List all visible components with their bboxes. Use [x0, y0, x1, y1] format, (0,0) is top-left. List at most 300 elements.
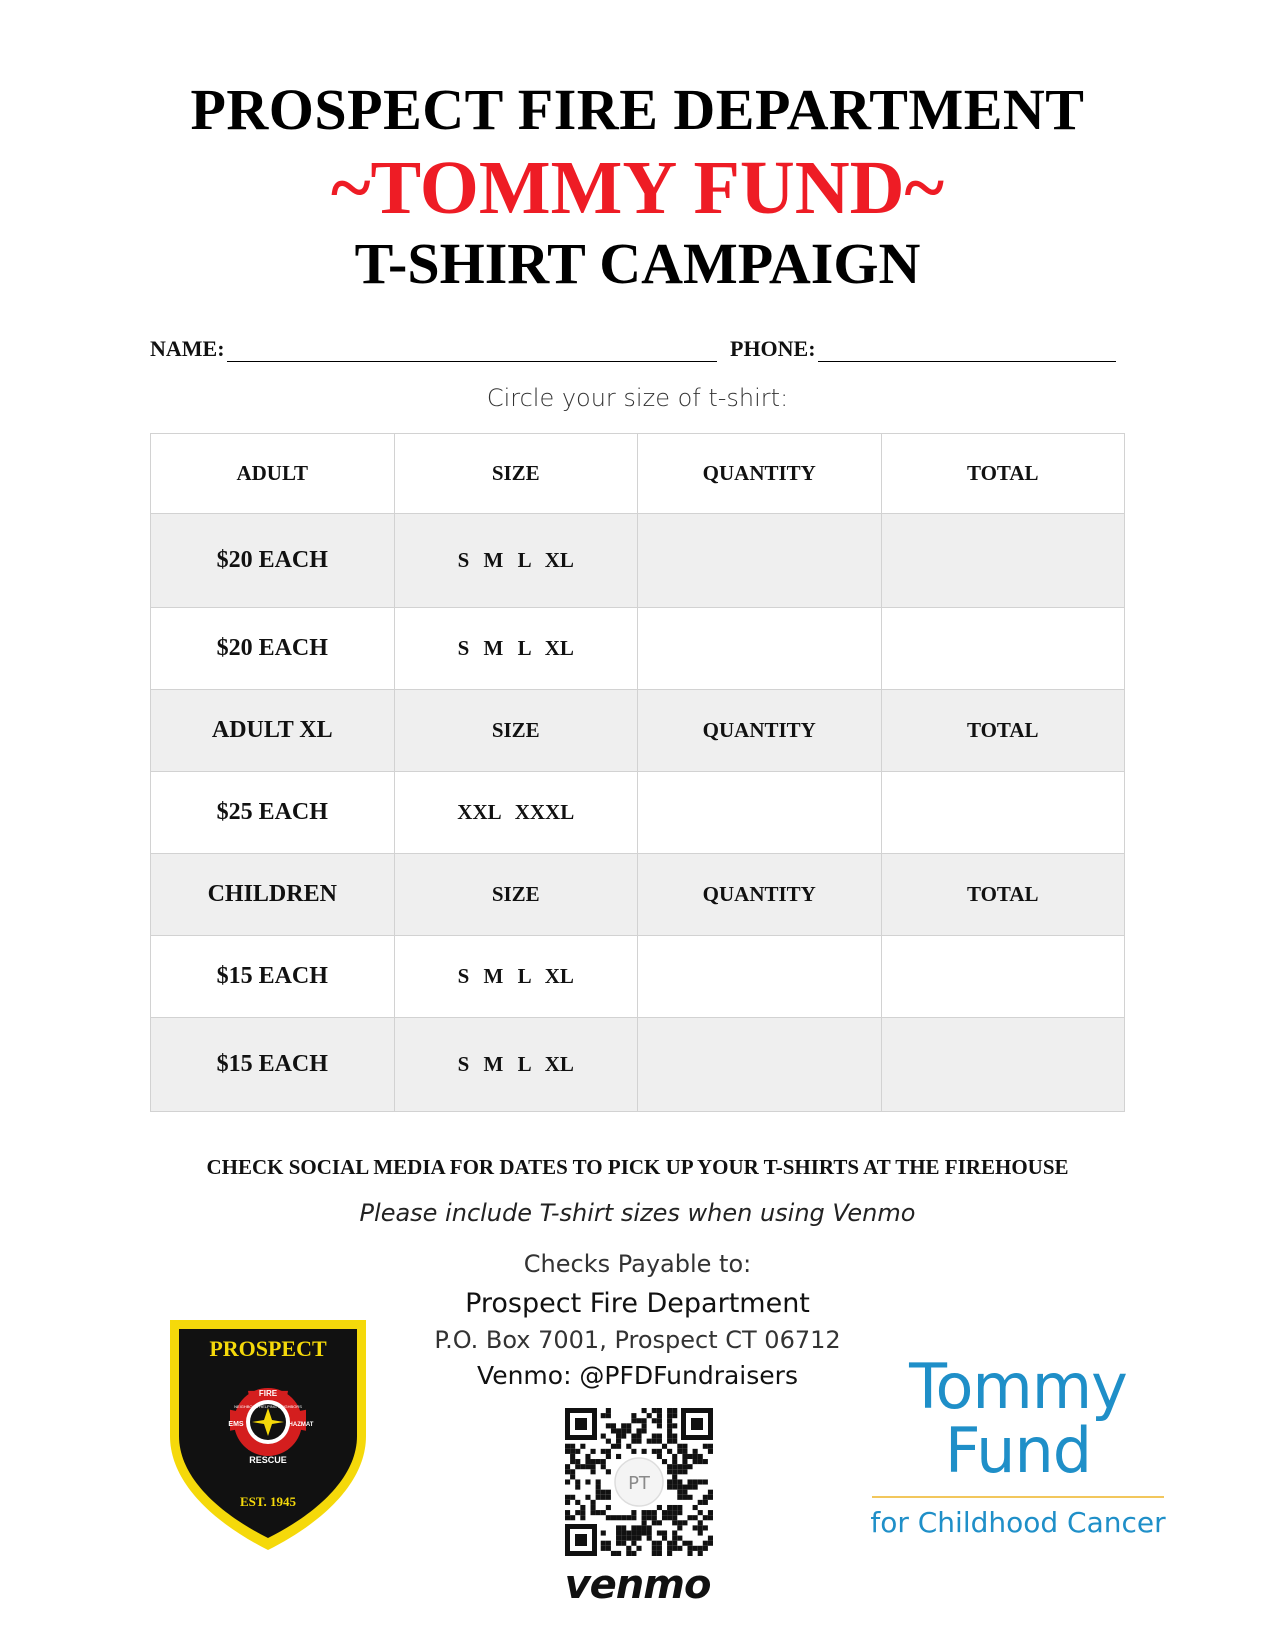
qr-module — [621, 1536, 626, 1541]
qr-module — [698, 1479, 703, 1484]
qr-module — [677, 1536, 682, 1541]
qr-module — [606, 1454, 611, 1459]
qr-module — [672, 1413, 677, 1418]
qr-module — [672, 1479, 677, 1484]
qr-module — [575, 1510, 580, 1515]
name-blank-line[interactable] — [227, 340, 717, 362]
qr-module — [652, 1515, 657, 1520]
qr-module — [565, 1469, 570, 1474]
qr-module — [570, 1444, 575, 1449]
qr-module — [652, 1510, 657, 1515]
qr-module — [642, 1428, 647, 1433]
qr-module — [677, 1464, 682, 1469]
table-header-cell: TOTAL — [881, 434, 1125, 514]
qr-module — [677, 1505, 682, 1510]
qr-module — [657, 1423, 662, 1428]
badge-hazmat-text: HAZMAT — [288, 1422, 314, 1428]
badge-est-text: EST. 1945 — [239, 1494, 297, 1509]
price-cell: $20 EACH — [151, 514, 395, 608]
qr-module — [636, 1428, 641, 1433]
qr-module — [672, 1459, 677, 1464]
qr-module — [677, 1444, 682, 1449]
qr-module — [682, 1520, 687, 1525]
qr-module — [677, 1510, 682, 1515]
qr-module — [672, 1505, 677, 1510]
qr-module — [657, 1408, 662, 1413]
table-header-cell: ADULT — [151, 434, 395, 514]
qr-module — [575, 1479, 580, 1484]
qr-module — [667, 1413, 672, 1418]
qr-module — [647, 1510, 652, 1515]
qr-module — [662, 1530, 667, 1535]
qr-module — [667, 1434, 672, 1439]
qr-module — [703, 1495, 708, 1500]
qr-module — [596, 1459, 601, 1464]
qr-module — [580, 1510, 585, 1515]
qr-module — [631, 1434, 636, 1439]
table-row — [151, 690, 1125, 772]
qr-module — [642, 1510, 647, 1515]
qr-module — [693, 1449, 698, 1454]
venmo-qr-code[interactable] — [565, 1408, 713, 1556]
qr-module — [672, 1510, 677, 1515]
qr-module — [606, 1495, 611, 1500]
qr-module — [693, 1505, 698, 1510]
qr-module — [621, 1530, 626, 1535]
qr-module — [570, 1449, 575, 1454]
qr-module — [616, 1444, 621, 1449]
qr-module — [657, 1546, 662, 1551]
qr-module — [698, 1520, 703, 1525]
total-cell[interactable] — [881, 1018, 1125, 1112]
phone-blank-line[interactable] — [818, 340, 1116, 362]
qr-module — [606, 1490, 611, 1495]
qr-module — [682, 1464, 687, 1469]
qr-module — [616, 1428, 621, 1433]
phone-field[interactable] — [730, 336, 1116, 362]
qr-module — [657, 1418, 662, 1423]
qr-module — [672, 1520, 677, 1525]
qr-module — [606, 1423, 611, 1428]
qr-module — [626, 1515, 631, 1520]
qr-module — [693, 1525, 698, 1530]
qr-module — [657, 1551, 662, 1556]
quantity-cell[interactable] — [638, 608, 882, 690]
qr-module — [647, 1413, 652, 1418]
qr-module — [565, 1444, 570, 1449]
qr-module — [621, 1428, 626, 1433]
qr-module — [601, 1495, 606, 1500]
qr-module — [682, 1469, 687, 1474]
qr-module — [667, 1485, 672, 1490]
qr-module — [606, 1449, 611, 1454]
qr-module — [606, 1505, 611, 1510]
qr-module — [606, 1469, 611, 1474]
qr-module — [580, 1515, 585, 1520]
qr-module — [636, 1530, 641, 1535]
qr-module — [616, 1551, 621, 1556]
qr-module — [687, 1541, 692, 1546]
qr-module — [682, 1490, 687, 1495]
qr-module — [591, 1469, 596, 1474]
qr-module — [575, 1449, 580, 1454]
qr-module — [616, 1541, 621, 1546]
qr-module — [565, 1495, 570, 1500]
venmo-note: Please include T-shirt sizes when using Venmo — [359, 1199, 916, 1227]
qr-module — [631, 1510, 636, 1515]
size-options-cell[interactable]: S M L XL — [394, 514, 638, 608]
order-table — [150, 433, 1125, 1112]
qr-finder-bottom-left — [565, 1524, 597, 1556]
qr-module — [626, 1546, 631, 1551]
qr-module — [693, 1454, 698, 1459]
qr-module — [636, 1439, 641, 1444]
qr-module — [677, 1495, 682, 1500]
qr-module — [611, 1551, 616, 1556]
badge-ems-text: EMS — [228, 1421, 244, 1428]
qr-finder-top-left — [565, 1408, 597, 1440]
qr-module — [570, 1474, 575, 1479]
qr-module — [662, 1510, 667, 1515]
qr-module — [631, 1439, 636, 1444]
qr-module — [672, 1485, 677, 1490]
pickup-notice: CHECK SOCIAL MEDIA FOR DATES TO PICK UP YOUR T-SHIRTS AT THE FIREHOUSE — [206, 1155, 1069, 1179]
qr-module — [647, 1525, 652, 1530]
qr-module — [667, 1408, 672, 1413]
table-row — [151, 608, 1125, 690]
badge-rescue-text: RESCUE — [249, 1455, 287, 1465]
qr-module — [667, 1515, 672, 1520]
qr-module — [687, 1464, 692, 1469]
qr-module — [672, 1536, 677, 1541]
size-options-cell[interactable]: S M L XL — [394, 608, 638, 690]
qr-module — [682, 1459, 687, 1464]
qr-module — [580, 1444, 585, 1449]
qr-module — [687, 1454, 692, 1459]
qr-module — [611, 1423, 616, 1428]
qr-module — [703, 1479, 708, 1484]
qr-module — [596, 1495, 601, 1500]
qr-module — [636, 1546, 641, 1551]
qr-module — [652, 1541, 657, 1546]
qr-module — [672, 1541, 677, 1546]
qr-module — [693, 1515, 698, 1520]
qr-module — [682, 1485, 687, 1490]
qr-module — [672, 1464, 677, 1469]
phone-label: PHONE: — [730, 336, 816, 361]
qr-module — [601, 1459, 606, 1464]
price-cell: $25 EACH — [151, 772, 395, 854]
qr-module — [667, 1505, 672, 1510]
checks-payable-label: Checks Payable to: — [523, 1250, 752, 1278]
qr-module — [682, 1444, 687, 1449]
qr-module — [667, 1469, 672, 1474]
qr-module — [657, 1413, 662, 1418]
tommy-fund-logo-line1: Tommy — [909, 1350, 1127, 1423]
qr-module — [591, 1505, 596, 1510]
qr-module — [580, 1464, 585, 1469]
qr-module — [591, 1510, 596, 1515]
qr-module — [626, 1428, 631, 1433]
qr-module — [687, 1546, 692, 1551]
qr-module — [570, 1469, 575, 1474]
qr-module — [616, 1434, 621, 1439]
qr-module — [703, 1444, 708, 1449]
qr-module — [636, 1536, 641, 1541]
table-header-cell: SIZE — [394, 690, 638, 772]
qr-module — [606, 1408, 611, 1413]
table-header-cell: QUANTITY — [638, 434, 882, 514]
qr-module — [631, 1525, 636, 1530]
qr-module — [693, 1479, 698, 1484]
qr-module — [667, 1510, 672, 1515]
table-row — [151, 1018, 1125, 1112]
qr-module — [601, 1490, 606, 1495]
qr-module — [677, 1520, 682, 1525]
qr-module — [601, 1434, 606, 1439]
qr-module — [631, 1515, 636, 1520]
qr-module — [703, 1459, 708, 1464]
qr-module — [667, 1439, 672, 1444]
qr-module — [703, 1541, 708, 1546]
qr-module — [565, 1464, 570, 1469]
qr-module — [631, 1541, 636, 1546]
quantity-cell[interactable] — [638, 936, 882, 1018]
mailing-address: P.O. Box 7001, Prospect CT 06712 — [434, 1326, 841, 1354]
qr-module — [585, 1495, 590, 1500]
qr-module — [682, 1454, 687, 1459]
name-field[interactable] — [150, 336, 717, 362]
table-row — [151, 434, 1125, 514]
qr-module — [667, 1418, 672, 1423]
qr-module — [652, 1449, 657, 1454]
qr-module — [662, 1536, 667, 1541]
qr-module — [596, 1490, 601, 1495]
qr-module — [596, 1485, 601, 1490]
qr-module — [570, 1495, 575, 1500]
quantity-cell[interactable] — [638, 1018, 882, 1112]
qr-module — [698, 1459, 703, 1464]
qr-module — [621, 1525, 626, 1530]
qr-module — [585, 1454, 590, 1459]
total-cell[interactable] — [881, 772, 1125, 854]
qr-module — [657, 1449, 662, 1454]
qr-module — [626, 1536, 631, 1541]
qr-module — [585, 1479, 590, 1484]
qr-module — [636, 1434, 641, 1439]
qr-module — [647, 1515, 652, 1520]
qr-module — [616, 1525, 621, 1530]
price-cell: $20 EACH — [151, 608, 395, 690]
qr-module — [657, 1505, 662, 1510]
badge-fire-text: FIRE — [258, 1389, 278, 1398]
qr-module — [698, 1510, 703, 1515]
table-header-cell: ADULT XL — [151, 690, 395, 772]
qr-module — [687, 1551, 692, 1556]
page-title-department: PROSPECT FIRE DEPARTMENT — [190, 77, 1085, 142]
qr-module — [642, 1423, 647, 1428]
qr-module — [657, 1439, 662, 1444]
qr-module — [667, 1428, 672, 1433]
qr-module — [616, 1439, 621, 1444]
qr-module — [672, 1408, 677, 1413]
qr-module — [682, 1541, 687, 1546]
qr-module — [616, 1454, 621, 1459]
qr-module — [677, 1546, 682, 1551]
qr-module — [585, 1459, 590, 1464]
size-options-cell[interactable]: S M L XL — [394, 1018, 638, 1112]
table-header-cell: QUANTITY — [638, 690, 882, 772]
qr-module — [596, 1510, 601, 1515]
qr-module — [708, 1444, 713, 1449]
qr-module — [611, 1444, 616, 1449]
qr-module — [652, 1418, 657, 1423]
qr-module — [667, 1464, 672, 1469]
venmo-handle: Venmo: @PFDFundraisers — [477, 1361, 798, 1390]
size-instruction: Circle your size of t-shirt: — [486, 384, 789, 412]
table-header-cell: CHILDREN — [151, 854, 395, 936]
qr-module — [698, 1525, 703, 1530]
total-cell[interactable] — [881, 514, 1125, 608]
qr-module — [601, 1464, 606, 1469]
qr-module — [642, 1408, 647, 1413]
qr-module — [672, 1434, 677, 1439]
qr-module — [575, 1500, 580, 1505]
qr-module — [652, 1520, 657, 1525]
table-header-cell: QUANTITY — [638, 854, 882, 936]
qr-module — [591, 1449, 596, 1454]
qr-module — [611, 1428, 616, 1433]
qr-module — [642, 1449, 647, 1454]
qr-module — [652, 1551, 657, 1556]
qr-module — [708, 1510, 713, 1515]
qr-module — [636, 1525, 641, 1530]
qr-module — [657, 1520, 662, 1525]
qr-module — [621, 1423, 626, 1428]
qr-module — [703, 1515, 708, 1520]
qr-module — [672, 1474, 677, 1479]
qr-module — [631, 1418, 636, 1423]
qr-module — [698, 1530, 703, 1535]
qr-module — [565, 1449, 570, 1454]
qr-module — [606, 1541, 611, 1546]
qr-module — [677, 1485, 682, 1490]
size-options-cell[interactable]: S M L XL — [394, 936, 638, 1018]
fire-department-badge — [166, 1316, 370, 1554]
badge-top-text: PROSPECT — [209, 1336, 327, 1361]
qr-module — [672, 1423, 677, 1428]
table-row — [151, 854, 1125, 936]
qr-module — [606, 1515, 611, 1520]
quantity-cell[interactable] — [638, 772, 882, 854]
qr-module — [601, 1510, 606, 1515]
qr-module — [565, 1510, 570, 1515]
qr-module — [708, 1536, 713, 1541]
qr-module — [647, 1536, 652, 1541]
qr-module — [626, 1551, 631, 1556]
qr-module — [570, 1515, 575, 1520]
tommy-fund-tagline: for Childhood Cancer — [870, 1506, 1166, 1539]
qr-module — [693, 1546, 698, 1551]
qr-module — [596, 1479, 601, 1484]
qr-module — [570, 1459, 575, 1464]
qr-module — [601, 1541, 606, 1546]
qr-module — [708, 1541, 713, 1546]
qr-module — [708, 1490, 713, 1495]
qr-module — [631, 1536, 636, 1541]
name-label: NAME: — [150, 336, 225, 361]
qr-module — [687, 1495, 692, 1500]
qr-module — [703, 1500, 708, 1505]
quantity-cell[interactable] — [638, 514, 882, 608]
qr-module — [672, 1515, 677, 1520]
qr-module — [667, 1479, 672, 1484]
total-cell[interactable] — [881, 608, 1125, 690]
qr-module — [580, 1505, 585, 1510]
qr-module — [621, 1434, 626, 1439]
qr-module — [693, 1459, 698, 1464]
qr-module — [611, 1515, 616, 1520]
qr-module — [703, 1525, 708, 1530]
qr-module — [601, 1413, 606, 1418]
qr-module — [672, 1454, 677, 1459]
qr-module — [647, 1530, 652, 1535]
total-cell[interactable] — [881, 936, 1125, 1018]
qr-module — [626, 1423, 631, 1428]
qr-initials: PT — [628, 1473, 650, 1494]
qr-module — [682, 1449, 687, 1454]
qr-module — [601, 1530, 606, 1535]
qr-module — [677, 1469, 682, 1474]
qr-module — [677, 1479, 682, 1484]
qr-module — [591, 1464, 596, 1469]
qr-module — [626, 1530, 631, 1535]
qr-module — [652, 1434, 657, 1439]
qr-module — [642, 1520, 647, 1525]
qr-module — [667, 1423, 672, 1428]
qr-module — [698, 1551, 703, 1556]
qr-module — [698, 1500, 703, 1505]
qr-module — [677, 1449, 682, 1454]
qr-module — [657, 1434, 662, 1439]
qr-module — [575, 1459, 580, 1464]
qr-module — [591, 1500, 596, 1505]
qr-module — [636, 1418, 641, 1423]
size-options-cell[interactable]: XXL XXXL — [394, 772, 638, 854]
qr-module — [565, 1500, 570, 1505]
qr-module — [708, 1515, 713, 1520]
qr-module — [672, 1530, 677, 1535]
table-header-cell: SIZE — [394, 854, 638, 936]
qr-module — [647, 1439, 652, 1444]
qr-module — [631, 1530, 636, 1535]
tommy-fund-logo-rule — [872, 1496, 1164, 1498]
qr-module — [642, 1515, 647, 1520]
qr-module — [662, 1459, 667, 1464]
qr-module — [708, 1495, 713, 1500]
qr-module — [667, 1449, 672, 1454]
tommy-fund-logo-line2: Fund — [944, 1414, 1092, 1487]
qr-module — [693, 1485, 698, 1490]
qr-module — [677, 1525, 682, 1530]
qr-module — [642, 1525, 647, 1530]
qr-module — [672, 1469, 677, 1474]
qr-module — [642, 1530, 647, 1535]
qr-module — [606, 1439, 611, 1444]
qr-module — [672, 1546, 677, 1551]
qr-module — [591, 1459, 596, 1464]
price-cell: $15 EACH — [151, 1018, 395, 1112]
